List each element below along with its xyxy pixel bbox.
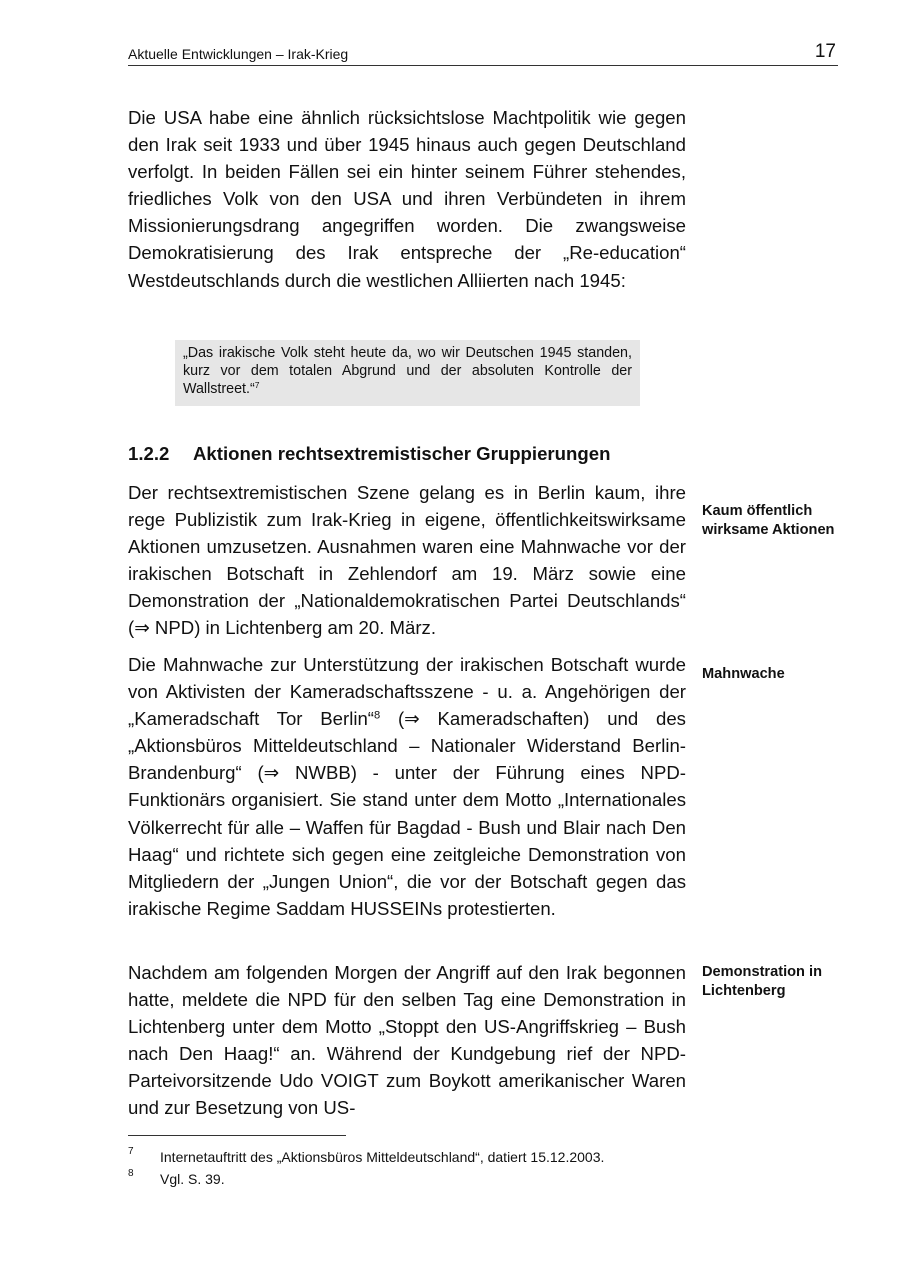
- quote-text: „Das irakische Volk steht heute da, wo wir Deutschen 1945 standen, kurz vor dem totalen Abgrund und der absoluten Kontrolle der Wallstreet.“: [183, 345, 632, 397]
- paragraph-mahnwache: [128, 651, 686, 922]
- section-heading: [128, 443, 610, 465]
- footnote-mark: 8: [128, 1168, 134, 1179]
- footnote-ref-7[interactable]: 7: [254, 379, 260, 390]
- section-title: Aktionen rechtsextremistischer Gruppierungen: [193, 443, 611, 464]
- footnote-separator: [128, 1135, 346, 1136]
- margin-note-kaum-oeffentlich: Kaum öffentlich wirksame Aktionen: [702, 503, 835, 538]
- intro-paragraph: Die USA habe eine ähnlich rücksichtslose Machtpolitik wie gegen den Irak seit 1933 und über 1945 hinaus auch gegen Deutschland verfolgt. In beiden Fällen sei ein hinter seinem Führer stehendes, friedliches Volk von den USA und ihren Verbündeten in ihrem Missionierungsdrang angegriffen worden. Die zwangsweise Demokratisierung des Irak entspreche der „Re-education“ Westdeutschlands durch die westlichen Alliierten nach 1945:: [128, 107, 686, 291]
- footnote-mark: 7: [128, 1146, 134, 1157]
- paragraph-szene: Der rechtsextremistischen Szene gelang es in Berlin kaum, ihre rege Publizistik zum Irak-Krieg in eigene, öffentlichkeitswirksame Aktionen umzusetzen. Ausnahmen waren eine Mahnwache vor der irakischen Botschaft in Zehlendorf am 19. März sowie eine Demonstration der „Nationaldemokratischen Partei Deutschlands“ (⇒ NPD) in Lichtenberg am 20. März.: [128, 482, 686, 639]
- margin-note-demonstration: Demonstration in Lichtenberg: [702, 964, 822, 999]
- margin-note-mahnwache: Mahnwache: [702, 666, 785, 682]
- section-number: 1.2.2: [128, 443, 170, 464]
- paragraph-mahnwache-part2: (⇒ Kameradschaften) und des „Aktionsbüros Mitteldeutschland – Nationaler Widerstand Berlin-Brandenburg“ (⇒ NWBB) - unter der Führung eines NPD-Funktionärs organisiert. Sie stand unter dem Motto „Internationales Völkerrecht für alle – Waffen für Bagdad - Bush und Blair nach Den Haag“ und richtete sich gegen eine zeitgleiche Demonstration von Mitgliedern der „Jungen Union“, die vor der Botschaft gegen das irakische Regime Saddam HUSSEINs protestierten.: [128, 708, 686, 919]
- footnote-text: Internetauftritt des „Aktionsbüros Mitteldeutschland“, datiert 15.12.2003.: [160, 1149, 605, 1165]
- footnote-text: Vgl. S. 39.: [160, 1171, 225, 1187]
- running-header: [128, 40, 838, 66]
- block-quote: [175, 340, 640, 406]
- header-title: Aktuelle Entwicklungen – Irak-Krieg: [128, 46, 349, 62]
- paragraph-mahnwache-part1: Die Mahnwache zur Unterstützung der irakischen Botschaft wurde von Aktivisten der Kameradschaftsszene - u. a. Angehörigen der „Kameradschaft Tor Berlin“: [128, 654, 686, 730]
- footnote-ref-8[interactable]: 8: [374, 709, 381, 722]
- page-number: 17: [814, 41, 836, 62]
- paragraph-demonstration: Nachdem am folgenden Morgen der Angriff auf den Irak begonnen hatte, meldete die NPD für den selben Tag eine Demonstration in Lichtenberg unter dem Motto „Stoppt den US-Angriffskrieg – Bush nach Den Haag!“ an. Während der Kundgebung rief der NPD-Parteivorsitzende Udo VOIGT zum Boykott amerikanischer Waren und zur Besetzung von US-: [128, 962, 686, 1119]
